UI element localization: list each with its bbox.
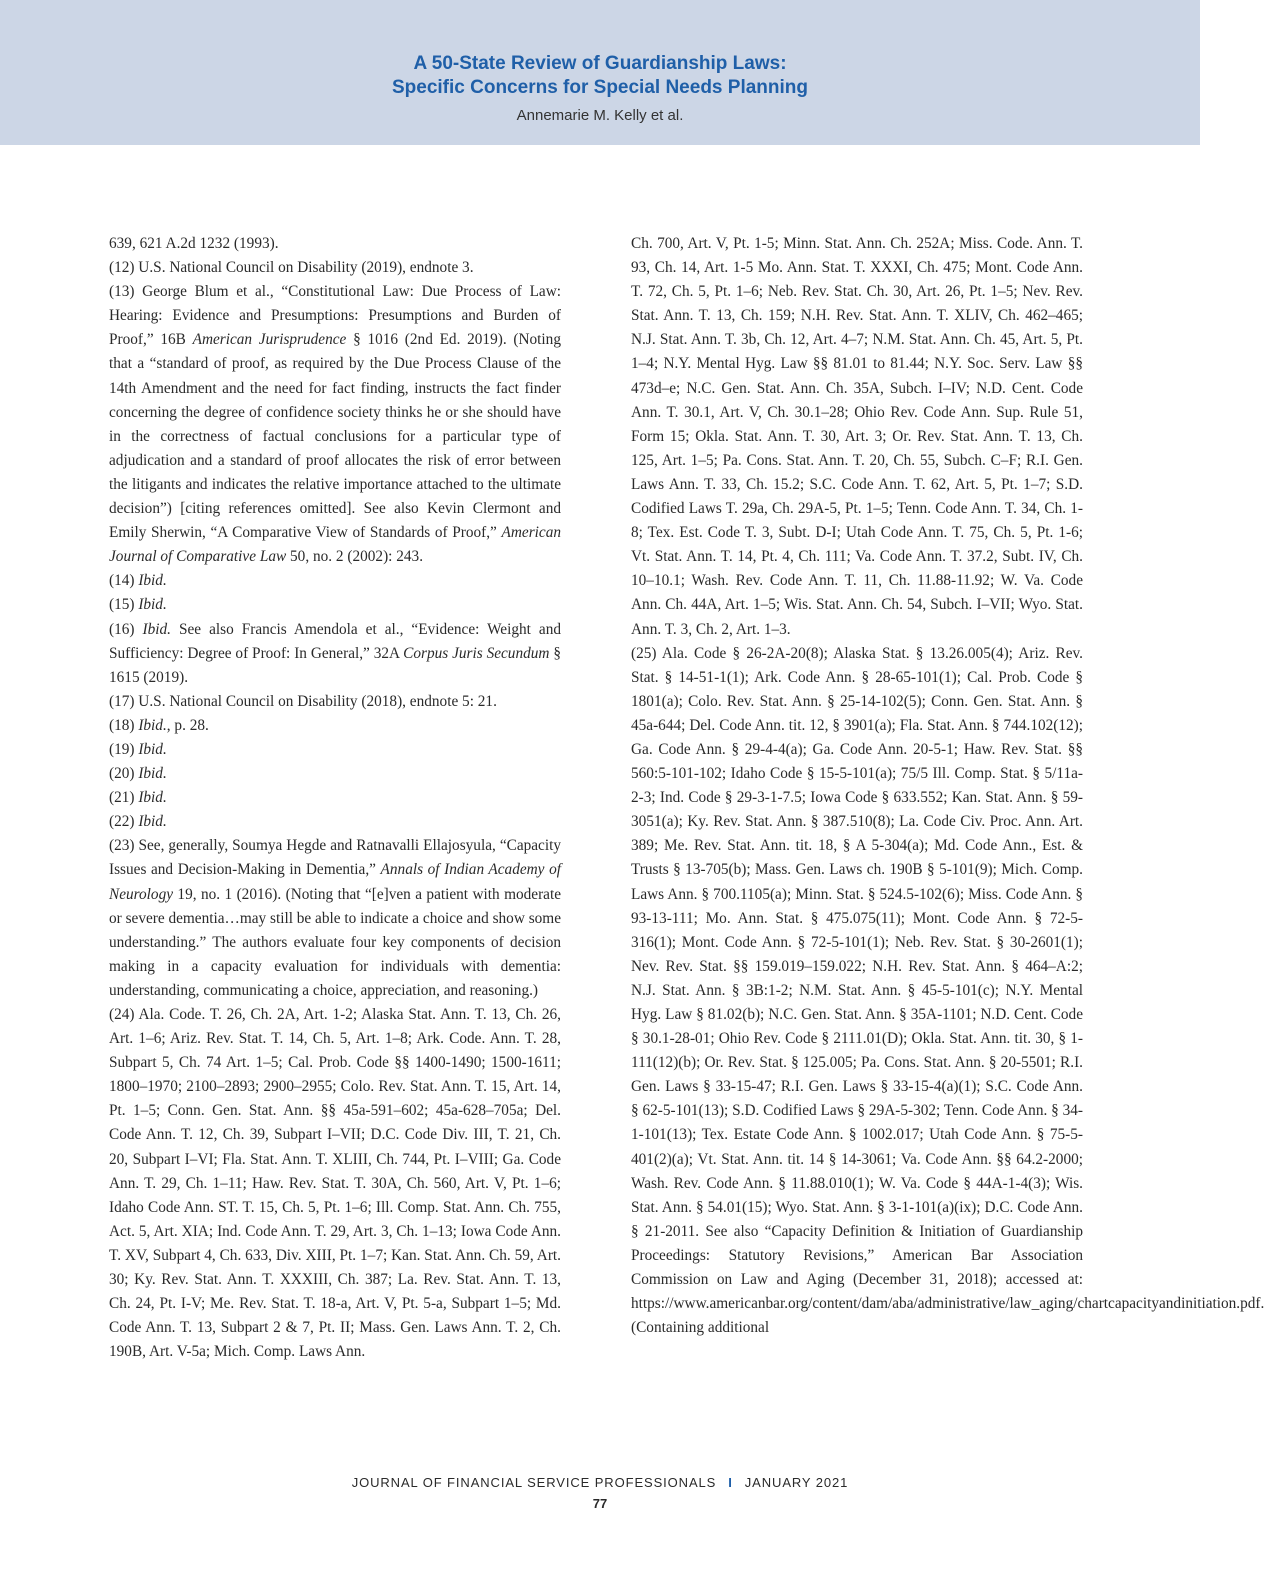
endnote-text: (23) See, generally, Soumya Hegde and Ratnavalli Ellajosyula, “Capacity Issues and Decision-Making in Dementia,” <box>109 837 561 879</box>
endnote-text: (21) <box>109 789 139 807</box>
endnote-text: , p. 28. <box>166 716 209 734</box>
endnote-paragraph <box>631 642 1264 1341</box>
italic-citation: Ibid. <box>138 572 167 590</box>
italic-citation: Corpus Juris Secundum <box>403 644 550 662</box>
endnote-text: (19) <box>109 740 139 758</box>
italic-citation: Ibid. <box>138 596 167 614</box>
endnote-text: (20) <box>109 765 139 783</box>
endnote-text: 639, 621 A.2d 1232 (1993). <box>109 235 279 252</box>
italic-citation: Ibid. <box>138 789 167 807</box>
endnote-paragraph <box>631 232 1083 642</box>
endnote-paragraph <box>109 834 561 1003</box>
endnote-text: (25) Ala. Code § 26-2A-20(8); Alaska Stat. § 13.26.005(4); Ariz. Rev. Stat. § 14-51-1(1); Ark. Code Ann. § 28-65-101(1); Cal. Prob. Code § 1801(a); Colo. Rev. Stat. Ann. § 25-14-102(5); Conn. Gen. Stat. Ann. § 45a-644; Del. Code Ann. tit. 12, § 3901(a); Fla. Stat. Ann. § 744.102(12); Ga. Code Ann. § 29-4-4(a); Ga. Code Ann. 20-5-1; Haw. Rev. Stat. §§ 560:5-101-102; Idaho Code § 15-5-101(a); 75/5 Ill. Comp. Stat. § 5/11a-2-3; Ind. Code § 29-3-1-7.5; Iowa Code § 633.552; Kan. Stat. Ann. § 59-3051(a); Ky. Rev. Stat. Ann. § 387.510(8); La. Code Civ. Proc. Ann. Art. 389; Me. Rev. Stat. Ann. tit. 18, § A 5-304(a); Md. Code Ann., Est. & Trusts § 13-705(b); Mass. Gen. Laws ch. 190B § 5-101(9); Mich. Comp. Laws Ann. § 700.1105(a); Minn. Stat. § 524.5-102(6); Miss. Code Ann. § 93-13-111; Mo. Ann. Stat. § 475.075(11); Mont. Code Ann. § 72-5-316(1); Mont. Code Ann. § 72-5-101(1); Neb. Rev. Stat. § 30-2601(1); Nev. Rev. Stat. §§ 159.019–159.022; N.H. Rev. Stat. Ann. § 464–A:2; N.J. Stat. Ann. § 3B:1-2; N.M. Stat. Ann. § 45-5-101(c); N.Y. Mental Hyg. Law § 81.02(b); N.C. Gen. Stat. Ann. § 35A-1101; N.D. Cent. Code § 30.1-28-01; Ohio Rev. Code § 2111.01(D); Okla. Stat. Ann. tit. 30, § 1-111(12)(b); Or. Rev. Stat. § 125.005; Pa. Cons. Stat. Ann. § 20-5501; R.I. Gen. Laws § 33-15-47; R.I. Gen. Laws § 33-15-4(a)(1); S.C. Code Ann. § 62-5-101(13); S.D. Codified Laws § 29A-5-302; Tenn. Code Ann. § 34-1-101(13); Tex. Estate Code Ann. § 1002.017; Utah Code Ann. § 75-5-401(2)(a); Vt. Stat. Ann. tit. 14 § 14-3061; Va. Code Ann. §§ 64.2-2000; Wash. Rev. Code Ann. § 11.88.010(1); W. Va. Code § 44A-1-4(3); Wis. Stat. Ann. § 54.01(15); Wyo. Stat. Ann. § 3-1-101(a)(ix); D.C. Code Ann. § 21-2011. See also “Capacity Definition & Initiation of Guardianship Proceedings: Statutory Revisions,” American Bar Association Commission on Law and Aging (December 31, 2018); accessed at: https://www.americanbar.org/content/dam/aba/administrative/law_aging/chartcapacityandinitiation.pdf. (Containing additional <box>631 644 1264 1337</box>
endnote-paragraph <box>109 232 561 256</box>
endnote-paragraph <box>109 280 561 569</box>
right-column-endnotes <box>631 232 1264 1340</box>
journal-name: JOURNAL OF FINANCIAL SERVICE PROFESSIONALS <box>351 1475 717 1490</box>
endnote-text: (14) <box>109 572 139 590</box>
issue-date: JANUARY 2021 <box>744 1475 849 1490</box>
article-author: Annemarie M. Kelly et al. <box>516 107 684 124</box>
endnote-text: 50, no. 2 (2002): 243. <box>286 548 424 566</box>
italic-citation: American Jurisprudence <box>192 331 347 349</box>
endnote-paragraph <box>109 618 561 690</box>
endnote-paragraph <box>109 1003 561 1364</box>
endnote-text: Ch. 700, Art. V, Pt. 1-5; Minn. Stat. Ann. Ch. 252A; Miss. Code. Ann. T. 93, Ch. 14, Art. 1-5 Mo. Ann. Stat. T. XXXI, Ch. 475; Mont. Code Ann. T. 72, Ch. 5, Pt. 1–6; Neb. Rev. Stat. Ch. 30, Art. 26, Pt. 1–5; Nev. Rev. Stat. Ann. T. 13, Ch. 159; N.H. Rev. Stat. Ann. T. XLIV, Ch. 462–465; N.J. Stat. Ann. T. 3b, Ch. 12, Art. 4–7; N.M. Stat. Ann. Ch. 45, Art. 5, Pt. 1–4; N.Y. Mental Hyg. Law §§ 81.01 to 81.44; N.Y. Soc. Serv. Law §§ 473d–e; N.C. Gen. Stat. Ann. Ch. 35A, Subch. I–IV; N.D. Cent. Code Ann. T. 30.1, Art. V, Ch. 30.1–28; Ohio Rev. Code Ann. Sup. Rule 51, Form 15; Okla. Stat. Ann. T. 30, Art. 3; Or. Rev. Stat. Ann. T. 13, Ch. 125, Art. 1–5; Pa. Cons. Stat. Ann. T. 20, Ch. 55, Subch. C–F; R.I. Gen. Laws Ann. T. 33, Ch. 15.2; S.C. Code Ann. T. 62, Art. 5, Pt. 1–7; S.D. Codified Laws T. 29a, Ch. 29A-5, Pt. 1–5; Tenn. Code Ann. T. 34, Ch. 1-8; Tex. Est. Code T. 3, Subt. D-I; Utah Code Ann. T. 75, Ch. 5, Pt. 1-6; Vt. Stat. Ann. T. 14, Pt. 4, Ch. 111; Va. Code Ann. T. 37.2, Subt. IV, Ch. 10–10.1; Wash. Rev. Code Ann. T. 11, Ch. 11.88-11.92; W. Va. Code Ann. Ch. 44A, Art. 1–5; Wis. Stat. Ann. Ch. 54, Subch. I–VII; Wyo. Stat. Ann. T. 3, Ch. 2, Art. 1–3. <box>631 235 1083 638</box>
endnote-text: (15) <box>109 596 139 614</box>
endnote-text: (18) <box>109 716 139 734</box>
footer-separator: I <box>728 1475 733 1490</box>
italic-citation: Ibid. <box>142 620 171 638</box>
endnote-text: 19, no. 1 (2016). (Noting that “[e]ven a patient with moderate or severe dementia…may still be able to indicate a choice and show some understanding.” The authors evaluate four key components of decision making in a capacity evaluation for individuals with dementia: understanding, communicating a choice, appreciation, and reasoning.) <box>109 885 561 999</box>
italic-citation: American Journal of Comparative Law <box>109 524 561 566</box>
endnote-paragraph <box>109 690 561 714</box>
italic-citation: Ibid. <box>138 813 167 831</box>
italic-citation: Ibid. <box>138 765 167 783</box>
page-header <box>0 0 1200 145</box>
endnote-paragraph <box>109 569 561 593</box>
endnote-text: (12) U.S. National Council on Disability (2019), endnote 3. <box>109 259 474 277</box>
italic-citation: Annals of Indian Academy of Neurology <box>109 861 561 903</box>
endnote-paragraph <box>109 786 561 810</box>
italic-citation: Ibid. <box>138 740 167 758</box>
page-number: 77 <box>592 1496 608 1511</box>
endnote-paragraph <box>109 738 561 762</box>
page-footer <box>0 1475 1200 1511</box>
endnote-text: See also Francis Amendola et al., “Evidence: Weight and Sufficiency: Degree of Proof: In General,” 32A <box>109 620 561 662</box>
endnote-paragraph <box>109 593 561 617</box>
article-title-line-1: A 50-State Review of Guardianship Laws: <box>413 53 787 74</box>
endnote-text: (22) <box>109 813 139 831</box>
endnote-text: § 1615 (2019). <box>109 644 561 686</box>
endnote-paragraph <box>109 714 561 738</box>
endnote-paragraph <box>109 762 561 786</box>
italic-citation: Ibid. <box>138 716 167 734</box>
endnote-paragraph <box>109 810 561 834</box>
left-column-endnotes <box>109 232 561 1364</box>
endnote-text: (24) Ala. Code. T. 26, Ch. 2A, Art. 1-2; Alaska Stat. Ann. T. 13, Ch. 26, Art. 1–6; Ariz. Rev. Stat. T. 14, Ch. 5, Art. 1–8; Ark. Code. Ann. T. 28, Subpart 5, Ch. 74 Art. 1–5; Cal. Prob. Code §§ 1400-1490; 1500-1611; 1800–1970; 2100–2893; 2900–2955; Colo. Rev. Stat. Ann. T. 15, Art. 14, Pt. 1–5; Conn. Gen. Stat. Ann. §§ 45a-591–602; 45a-628–705a; Del. Code Ann. T. 12, Ch. 39, Subpart I–VII; D.C. Code Div. III, T. 21, Ch. 20, Subpart I–VI; Fla. Stat. Ann. T. XLIII, Ch. 744, Pt. I–VIII; Ga. Code Ann. T. 29, Ch. 1–11; Haw. Rev. Stat. T. 30A, Ch. 560, Art. V, Pt. 1–6; Idaho Code Ann. ST. T. 15, Ch. 5, Pt. 1–6; Ill. Comp. Stat. Ann. Ch. 755, Act. 5, Art. XIA; Ind. Code Ann. T. 29, Art. 3, Ch. 1–13; Iowa Code Ann. T. XV, Subpart 4, Ch. 633, Div. XIII, Pt. 1–7; Kan. Stat. Ann. Ch. 59, Art. 30; Ky. Rev. Stat. Ann. T. XXXIII, Ch. 387; La. Rev. Stat. Ann. T. 13, Ch. 24, Pt. I-V; Me. Rev. Stat. T. 18-a, Art. V, Pt. 5-a, Subpart 1–5; Md. Code Ann. T. 13, Subpart 2 & 7, Pt. II; Mass. Gen. Laws Ann. T. 2, Ch. 190B, Art. V-5a; Mich. Comp. Laws Ann. <box>109 1006 561 1361</box>
endnote-text: (16) <box>109 620 143 638</box>
endnote-text: § 1016 (2nd Ed. 2019). (Noting that a “standard of proof, as required by the Due Process Clause of the 14th Amendment and the need for fact finding, instructs the fact finder concerning the degree of confidence society thinks he or she should have in the correctness of factual conclusions for a particular type of adjudication and a standard of proof allocates the risk of error between the litigants and indicates the relative importance attached to the ultimate decision”) [citing references omitted]. See also Kevin Clermont and Emily Sherwin, “A Comparative View of Standards of Proof,” <box>109 331 561 542</box>
endnote-paragraph <box>109 256 561 280</box>
article-title-line-2: Specific Concerns for Special Needs Planning <box>391 77 808 98</box>
endnote-text: (17) U.S. National Council on Disability (2018), endnote 5: 21. <box>109 692 497 710</box>
endnote-text: (13) George Blum et al., “Constitutional Law: Due Process of Law: Hearing: Evidence and Presumptions: Presumptions and Burden of Proof,” 16B <box>109 283 561 349</box>
running-footer <box>0 1475 1200 1490</box>
